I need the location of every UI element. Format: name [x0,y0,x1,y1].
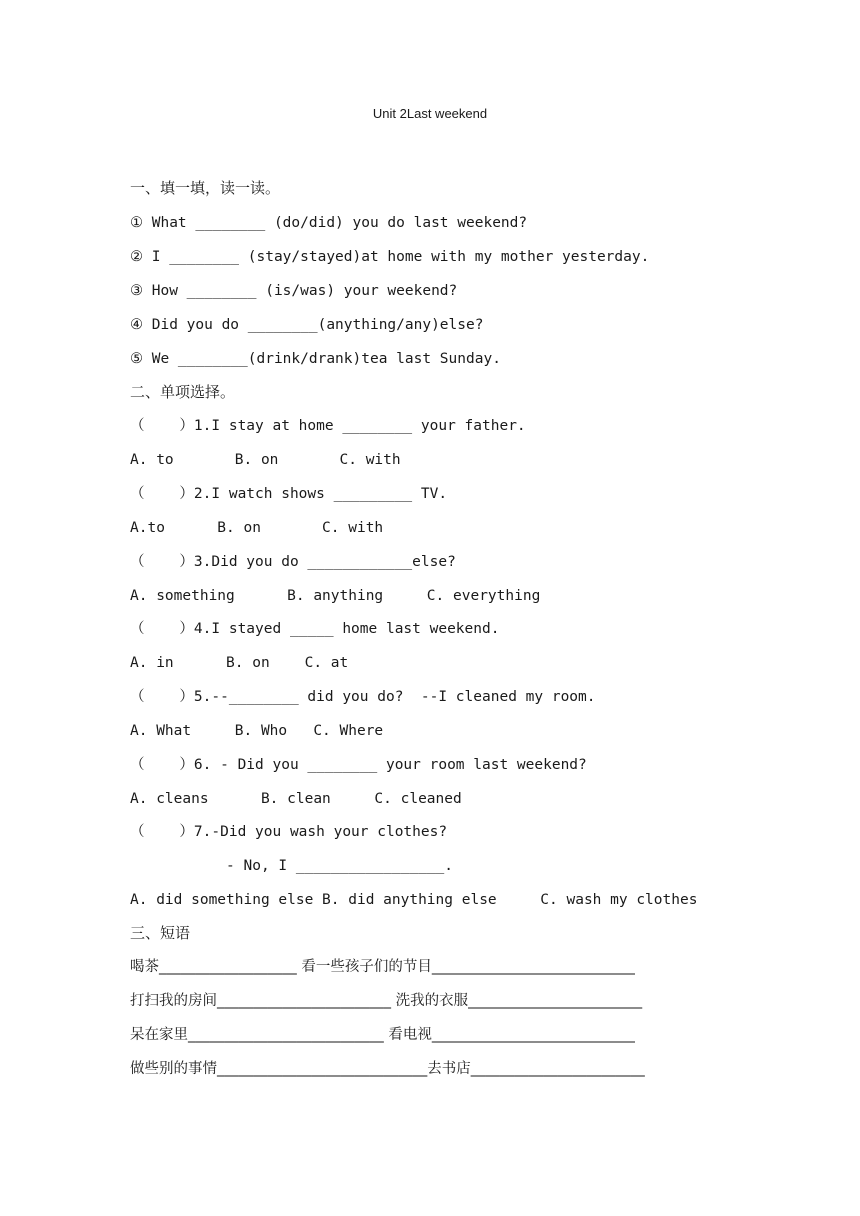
question-line: - No, I _________________. [130,858,454,874]
options-line: A. What B. Who C. Where [130,723,384,739]
phrase-line: 打扫我的房间________________________ 洗我的衣服________________________ [130,993,643,1009]
options-line: A. in B. on C. at [130,655,349,671]
question-line: （ ）6. - Did you ________ your room last weekend? [130,757,587,773]
options-line: A. to B. on C. with [130,452,401,468]
question-line: （ ）1.I stay at home ________ your father. [130,418,526,434]
section-heading: 一、填一填，读一读。 [130,179,281,197]
question-line: （ ）2.I watch shows _________ TV. [130,486,448,502]
options-line: A. did something else B. did anything else C. wash my clothes [130,892,698,908]
page-title: Unit 2Last weekend [372,106,488,121]
section-heading: 二、单项选择。 [130,383,236,401]
fill-item: ② I ________ (stay/stayed)at home with my mother yesterday. [130,249,650,265]
fill-item: ③ How ________ (is/was) your weekend? [130,283,458,299]
fill-item: ① What ________ (do/did) you do last weekend? [130,215,528,231]
question-line: （ ）5.--________ did you do? --I cleaned my room. [130,689,596,705]
question-line: （ ）3.Did you do ____________else? [130,554,456,570]
options-line: A. cleans B. clean C. cleaned [130,791,462,807]
options-line: A.to B. on C. with [130,520,384,536]
phrase-line: 喝茶___________________ 看一些孩子们的节目____________________________ [130,959,635,975]
options-line: A. something B. anything C. everything [130,588,541,604]
question-line: （ ）4.I stayed _____ home last weekend. [130,621,500,637]
phrase-line: 呆在家里___________________________ 看电视____________________________ [130,1027,635,1043]
fill-item: ⑤ We ________(drink/drank)tea last Sunday. [130,351,501,367]
fill-item: ④ Did you do ________(anything/any)else? [130,317,484,333]
phrase-line: 做些别的事情_____________________________去书店________________________ [130,1061,645,1077]
question-line: （ ）7.-Did you wash your clothes? [130,824,448,840]
section-heading: 三、短语 [130,924,191,942]
